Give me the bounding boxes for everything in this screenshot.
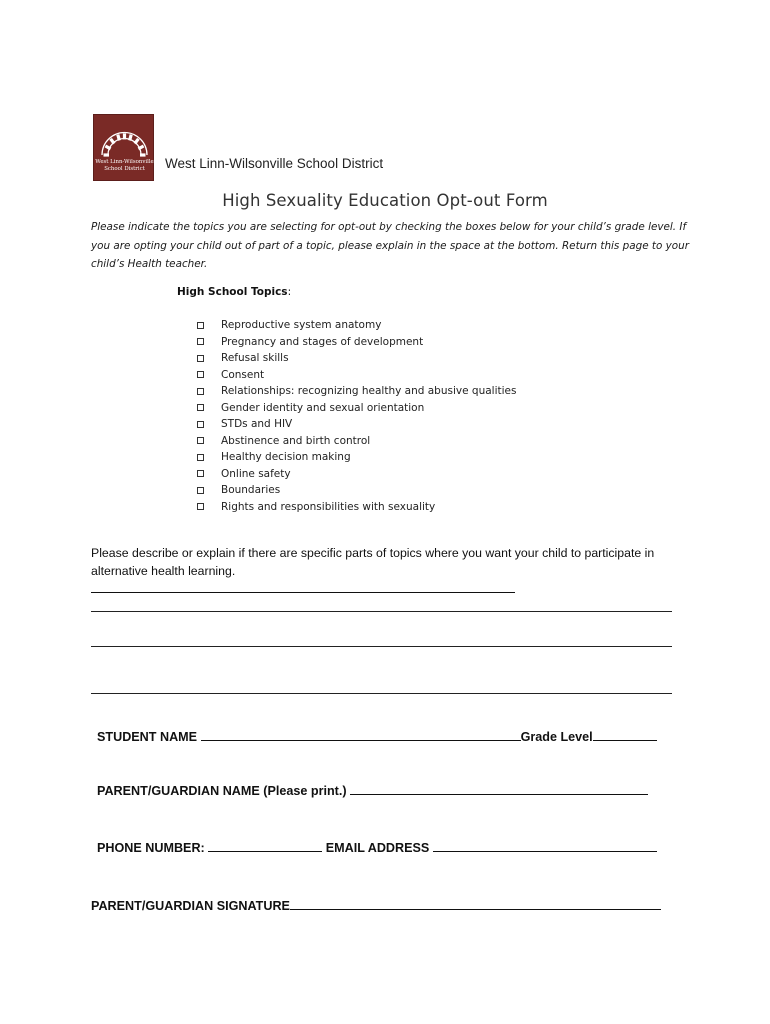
topic-label: Consent [221, 368, 265, 381]
student-name-field[interactable] [201, 728, 521, 741]
topic-item [196, 317, 516, 334]
topic-label: Abstinence and birth control [221, 434, 371, 447]
explanation-field-line[interactable] [91, 611, 672, 612]
topic-item [196, 350, 516, 367]
topic-checkbox[interactable] [197, 404, 204, 411]
topic-checkbox[interactable] [197, 355, 204, 362]
topic-item [196, 466, 516, 483]
topic-checkbox[interactable] [197, 388, 204, 395]
topic-label: Gender identity and sexual orientation [221, 401, 425, 414]
explanation-prompt-line-1: Please describe or explain if there are specific parts of topics where you want your child to participate in [91, 546, 655, 560]
parent-name-label: PARENT/GUARDIAN NAME (Please print.) [97, 784, 347, 798]
explanation-field-first-line[interactable] [91, 580, 515, 593]
phone-label: PHONE NUMBER: [97, 841, 205, 855]
form-instructions [91, 218, 691, 274]
topic-item [196, 383, 516, 400]
topic-checkbox[interactable] [197, 421, 204, 428]
topic-checkbox[interactable] [197, 338, 204, 345]
signature-row [91, 897, 661, 913]
parent-name-row [97, 782, 648, 798]
topics-heading [177, 286, 291, 298]
student-name-label: STUDENT NAME [97, 730, 198, 744]
contact-row [97, 839, 657, 855]
parent-name-field[interactable] [350, 782, 648, 795]
topic-checkbox[interactable] [197, 437, 204, 444]
explanation-prompt-text: alternative health learning. [91, 564, 236, 578]
topic-item [196, 400, 516, 417]
topic-label: Reproductive system anatomy [221, 319, 382, 332]
topics-heading-label: High School Topics [177, 286, 288, 298]
explanation-prompt [91, 544, 691, 593]
topic-label: STDs and HIV [221, 418, 293, 431]
topic-item [196, 482, 516, 499]
explanation-field-line[interactable] [91, 646, 672, 647]
topic-item [196, 499, 516, 516]
topic-item [196, 367, 516, 384]
email-field[interactable] [433, 839, 657, 852]
topic-label: Relationships: recognizing healthy and abusive qualities [221, 385, 517, 398]
topic-item [196, 416, 516, 433]
topic-item [196, 334, 516, 351]
topic-checkbox[interactable] [197, 454, 204, 461]
topic-label: Rights and responsibilities with sexuality [221, 500, 436, 513]
topic-label: Healthy decision making [221, 451, 351, 464]
topic-checklist [196, 317, 516, 515]
phone-field[interactable] [208, 839, 322, 852]
instructions-line-1: Please indicate the topics you are selecting for opt-out by checking the boxes below for your child’s grade level. If [91, 221, 687, 233]
topic-checkbox[interactable] [197, 371, 204, 378]
signature-field[interactable] [290, 897, 661, 910]
grade-level-label: Grade Level [520, 730, 593, 744]
topics-heading-colon: : [287, 286, 292, 298]
topic-item [196, 449, 516, 466]
explanation-field-line[interactable] [91, 693, 672, 694]
topic-item [196, 433, 516, 450]
form-title: High Sexuality Education Opt-out Form [222, 191, 548, 210]
instructions-line-2: you are opting your child out of part of a topic, please explain in the space at the bottom. Return this page to your [91, 239, 689, 252]
topic-checkbox[interactable] [197, 487, 204, 494]
district-logo [93, 114, 154, 181]
email-label: EMAIL ADDRESS [325, 841, 430, 855]
logo-text-line1: West Linn-Wilsonville [95, 159, 154, 165]
topic-checkbox[interactable] [197, 322, 204, 329]
grade-level-field[interactable] [593, 728, 657, 741]
topic-label: Refusal skills [221, 352, 289, 365]
logo-wordmark [94, 159, 155, 173]
topic-label: Online safety [221, 467, 291, 480]
student-name-row [97, 728, 657, 744]
instructions-line-3: child’s Health teacher. [91, 258, 208, 270]
district-name: West Linn-Wilsonville School District [165, 156, 384, 171]
topic-label: Pregnancy and stages of development [221, 335, 424, 348]
logo-text-line2: School District [104, 166, 145, 172]
topic-checkbox[interactable] [197, 470, 204, 477]
topic-label: Boundaries [221, 484, 281, 497]
signature-label: PARENT/GUARDIAN SIGNATURE [91, 899, 290, 913]
topic-checkbox[interactable] [197, 503, 204, 510]
explanation-prompt-line-2 [91, 562, 691, 593]
sunburst-logo-icon [94, 119, 155, 159]
